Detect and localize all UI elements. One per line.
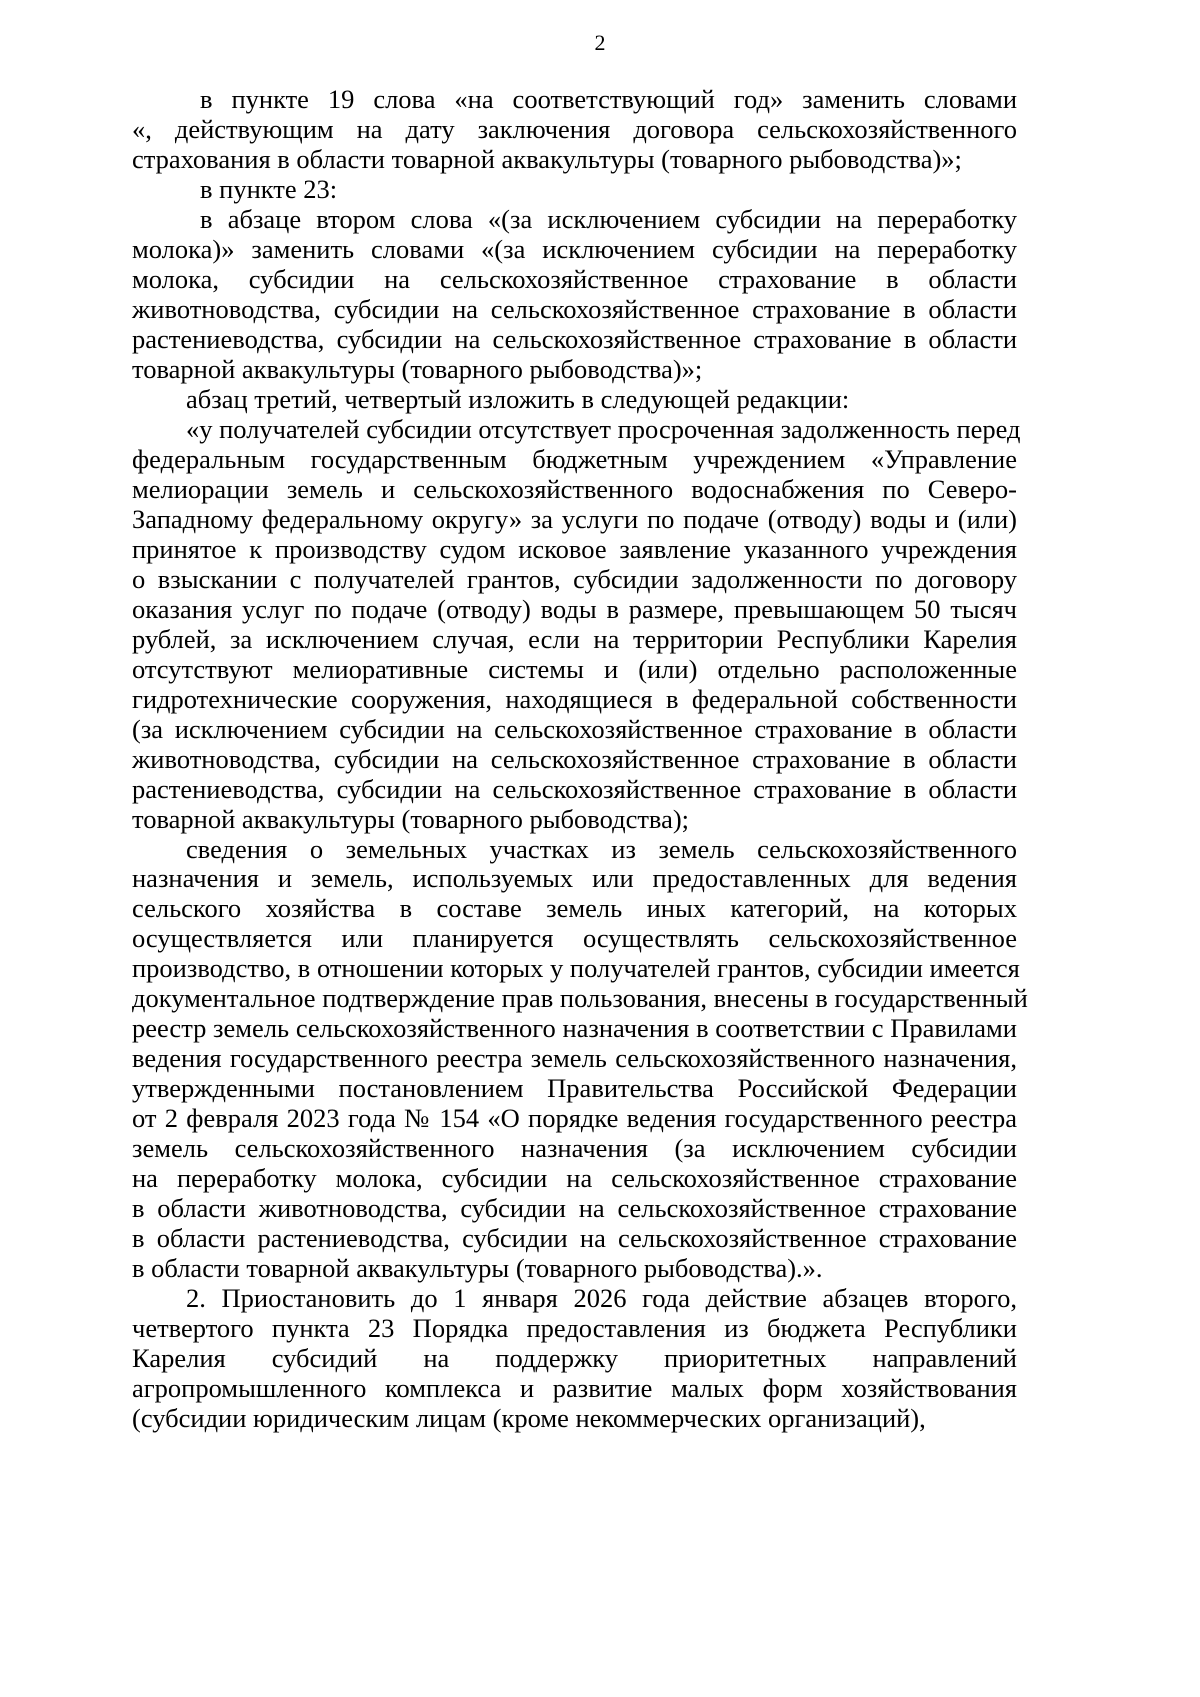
text-line: в пункте 19 слова «на соответствующий год» заменить словами — [200, 84, 1017, 114]
text-line: молока, субсидии на сельскохозяйственное страхование в области — [132, 263, 1017, 294]
text-line: от 2 февраля 2023 года № 154 «О порядке ведения государственного реестра — [132, 1103, 1017, 1134]
text-line: товарной аквакультуры (товарного рыбоводства); — [132, 803, 690, 834]
text-line: сельского хозяйства в составе земель иных категорий, на которых — [132, 893, 1017, 924]
text-line: земель сельскохозяйственного назначения (за исключением субсидии — [132, 1133, 1017, 1164]
text-line: четвертого пункта 23 Порядка предоставления из бюджета Республики — [132, 1313, 1017, 1344]
text-line: в области животноводства, субсидии на сельскохозяйственное страхование — [132, 1193, 1017, 1224]
text-line: в абзаце втором слова «(за исключением субсидии на переработку — [200, 203, 1017, 234]
text-line: федеральным государственным бюджетным учреждением «Управление — [132, 443, 1017, 474]
text-line: оказания услуг по подаче (отводу) воды в размере, превышающем 50 тысяч — [132, 593, 1017, 624]
text-line: назначения и земель, используемых или предоставленных для ведения — [132, 863, 1017, 894]
text-line: реестр земель сельскохозяйственного назначения в соответствии с Правилами — [132, 1013, 1017, 1044]
text-line: принятое к производству судом исковое заявление указанного учреждения — [132, 533, 1017, 564]
text-line: о взыскании с получателей грантов, субсидии задолженности по договору — [132, 563, 1017, 594]
text-line: растениеводства, субсидии на сельскохозяйственное страхование в области — [132, 773, 1017, 804]
text-line: на переработку молока, субсидии на сельскохозяйственное страхование — [132, 1163, 1017, 1194]
text-line: (субсидии юридическим лицам (кроме некоммерческих организаций), — [132, 1403, 926, 1434]
text-line: абзац третий, четвертый изложить в следующей редакции: — [186, 383, 850, 414]
text-line: страхования в области товарной аквакультуры (товарного рыбоводства)»; — [132, 143, 962, 174]
page-number: 2 — [594, 30, 606, 55]
text-line: в области растениеводства, субсидии на сельскохозяйственное страхование — [132, 1223, 1017, 1254]
text-line: «, действующим на дату заключения договора сельскохозяйственного — [132, 113, 1017, 144]
text-line: производство, в отношении которых у получателей грантов, субсидии имеется — [132, 953, 1020, 984]
text-line: осуществляется или планируется осуществлять сельскохозяйственное — [132, 923, 1017, 954]
text-line: 2. Приостановить до 1 января 2026 года действие абзацев второго, — [186, 1283, 1017, 1314]
text-line: Карелия субсидий на поддержку приоритетных направлений — [132, 1343, 1017, 1374]
text-line: рублей, за исключением случая, если на территории Республики Карелия — [132, 623, 1017, 654]
text-line: агропромышленного комплекса и развитие малых форм хозяйствования — [132, 1373, 1017, 1404]
text-line: утвержденными постановлением Правительства Российской Федерации — [132, 1073, 1017, 1104]
text-line: товарной аквакультуры (товарного рыбоводства)»; — [132, 353, 703, 384]
text-line: «у получателей субсидии отсутствует просроченная задолженность перед — [186, 413, 1021, 444]
text-line: ведения государственного реестра земель сельскохозяйственного назначения, — [132, 1043, 1017, 1074]
text-line: гидротехнические сооружения, находящиеся в федеральной собственности — [132, 683, 1017, 714]
text-line: мелиорации земель и сельскохозяйственного водоснабжения по Северо- — [132, 473, 1017, 504]
text-line: Западному федеральному округу» за услуги по подаче (отводу) воды и (или) — [132, 503, 1017, 534]
text-line: животноводства, субсидии на сельскохозяйственное страхование в области — [132, 743, 1017, 774]
text-line: животноводства, субсидии на сельскохозяйственное страхование в области — [132, 293, 1017, 324]
text-line: в пункте 23: — [200, 173, 338, 204]
text-line: в области товарной аквакультуры (товарного рыбоводства).». — [132, 1253, 823, 1284]
text-line: отсутствуют мелиоративные системы и (или) отдельно расположенные — [132, 653, 1017, 684]
text-line: сведения о земельных участках из земель сельскохозяйственного — [186, 833, 1017, 864]
text-line: молока)» заменить словами «(за исключением субсидии на переработку — [132, 233, 1017, 264]
text-line: документальное подтверждение прав пользования, внесены в государственный — [132, 983, 1028, 1014]
text-line: растениеводства, субсидии на сельскохозяйственное страхование в области — [132, 323, 1017, 354]
text-line: (за исключением субсидии на сельскохозяйственное страхование в области — [132, 713, 1017, 744]
